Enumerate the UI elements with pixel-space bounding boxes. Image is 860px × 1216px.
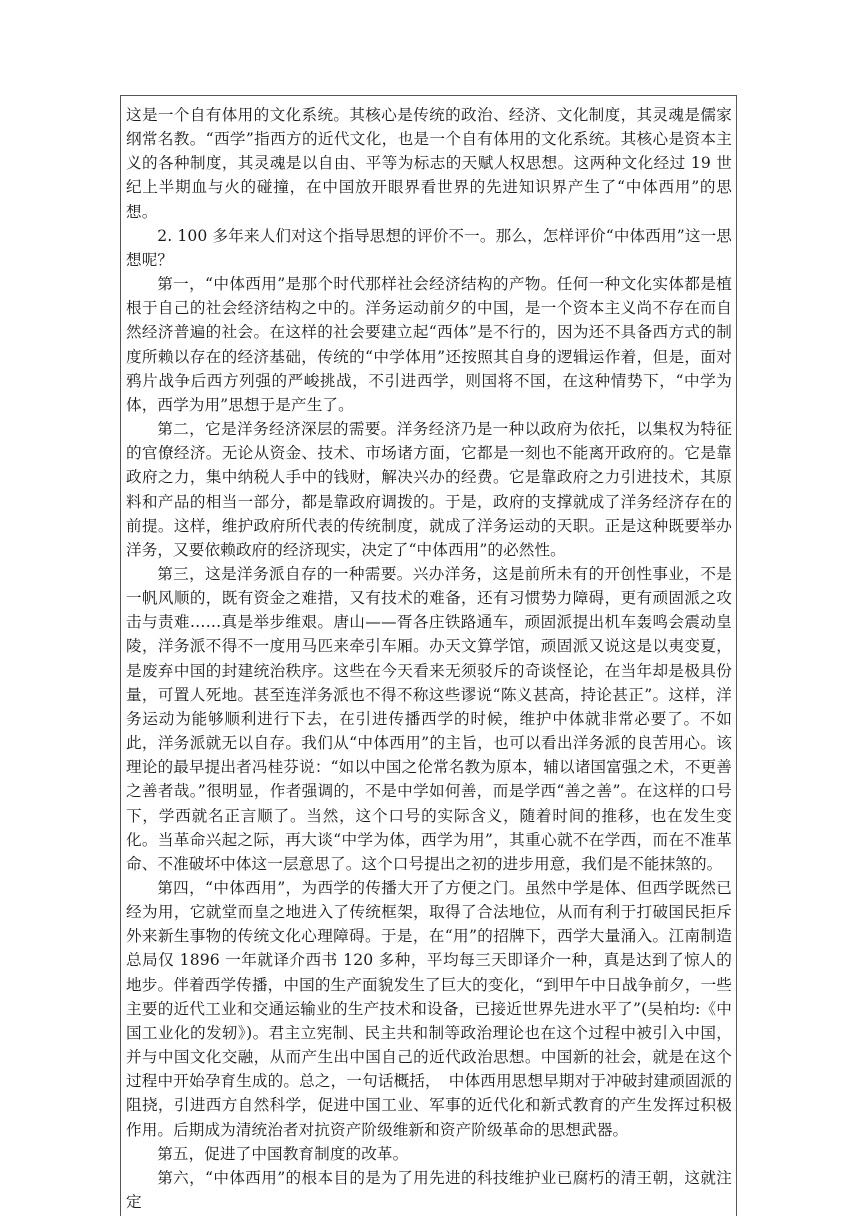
- paragraph-7: 第五，促进了中国教育制度的改革。: [157, 1144, 409, 1163]
- paragraph-2: 2. 100 多年来人们对这个指导思想的评价不一。那么，怎样评价“中体西用”这一思想呢？: [126, 226, 732, 269]
- paragraph-4: 第二，它是洋务经济深层的需要。洋务经济乃是一种以政府为依托，以集权为特征的官僚经济。无论从资金、技术、市场诸方面，它都是一刻也不能离开政府的。它是靠政府之力，集中纳税人手中的钱财，解决兴办的经费。它是靠政府之力引进技术，其原料和产品的相当一部分，都是靠政府调拨的。于是，政府的支撑就成了洋务经济存在的前提。这样，维护政府所代表的传统制度，就成了洋务运动的天职。正是这种既要举办洋务，又要依赖政府的经济现实，决定了“中体西用”的必然性。: [126, 420, 732, 559]
- paragraph-8: 第六，“中体西用”的根本目的是为了用先进的科技维护业已腐朽的清王朝，这就注定: [126, 1168, 732, 1212]
- paragraph-5: 第三，这是洋务派自存的一种需要。兴办洋务，这是前所未有的开创性事业，不是一帆风顺的，既有资金之难措，又有技术的难备，还有习惯势力障碍，更有顽固派之攻击与责难……真是举步维艰。唐山——胥各庄铁路通车，顽固派提出机车轰鸣会震动皇陵，洋务派不得不一度用马匹来牵引车厢。办天文算学馆，顽固派又说这是以夷变夏，是废弃中国的封建统治秩序。这些在今天看来无须驳斥的奇谈怪论，在当年却是极具份量，可置人死地。甚至连洋务派也不得不称这些谬说“陈义甚高，持论甚正”。这样，洋务运动为能够顺利进行下去，在引进传播西学的时候，维护中体就非常必要了。不如此，洋务派就无以自存。我们从“中体西用”的主旨，也可以看出洋务派的良苦用心。该理论的最早提出者冯桂芬说：“如以中国之伦常名教为原本，辅以诸国富强之术，不更善之善者哉。”很明显，作者强调的，不是中学如何善，而是学西“善之善”。在这样的口号下，学西就名正言顺了。当然，这个口号的实际含义，随着时间的推移，也在发生变化。当革命兴起之际，再大谈“中学为体，西学为用”，其重心就不在学西，而在不准革命、不准破坏中体这一层意思了。这个口号提出之初的进步用意，我们是不能抹煞的。: [126, 564, 732, 873]
- paragraph-6: 第四，“中体西用”，为西学的传播大开了方便之门。虽然中学是体、但西学既然已经为用，它就堂而皇之地进入了传统框架，取得了合法地位，从而有利于打破国民拒斥外来新生事物的传统文化心理障碍。于是，在“用”的招牌下，西学大量涌入。江南制造总局仅 1896 一年就译介西书 120 多种，平均每三天即译介一种，真是达到了惊人的地步。伴着西学传播，中国的生产面貌发生了巨大的变化，“到甲午中日战争前夕，一些主要的近代工业和交通运输业的生产技术和设备，已接近世界先进水平了”(吴柏均:《中国工业化的发轫》)。君主立宪制、民主共和制等政治理论也在这个过程中被引入中国，并与中国文化交融，从而产生出中国自己的近代政治思想。中国新的社会，就是在这个过程中开始孕育生成的。总之，一句话概括， 中体西用思想早期对于冲破封建顽固派的阻挠，引进西方自然科学，促进中国工业、军事的近代化和新式教育的产生发挥过积极作用。后期成为清统治者对抗资产阶级维新和资产阶级革命的思想武器。: [126, 879, 732, 1139]
- document-body: [126, 103, 732, 1214]
- paragraph-3: 第一，“中体西用”是那个时代那样社会经济结构的产物。任何一种文化实体都是植根于自己的社会经济结构之中的。洋务运动前夕的中国，是一个资本主义尚不存在而自然经济普遍的社会。在这样的社会要建立起“西体”是不行的，因为还不具备西方式的制度所赖以存在的经济基础，传统的“中学体用”还按照其自身的逻辑运作着，但是，面对鸦片战争后西方列强的严峻挑战，不引进西学，则国将不国，在这种情势下，“中学为体，西学为用”思想于是产生了。: [126, 275, 732, 414]
- paragraph-1: 这是一个自有体用的文化系统。其核心是传统的政治、经济、文化制度，其灵魂是儒家纲常名教。“西学”指西方的近代文化，也是一个自有体用的文化系统。其核心是资本主义的各种制度，其灵魂是以自由、平等为标志的天赋人权思想。这两种文化经过 19 世纪上半期血与火的碰撞，在中国放开眼界看世界的先进知识界产生了“中体西用”的思想。: [126, 106, 732, 221]
